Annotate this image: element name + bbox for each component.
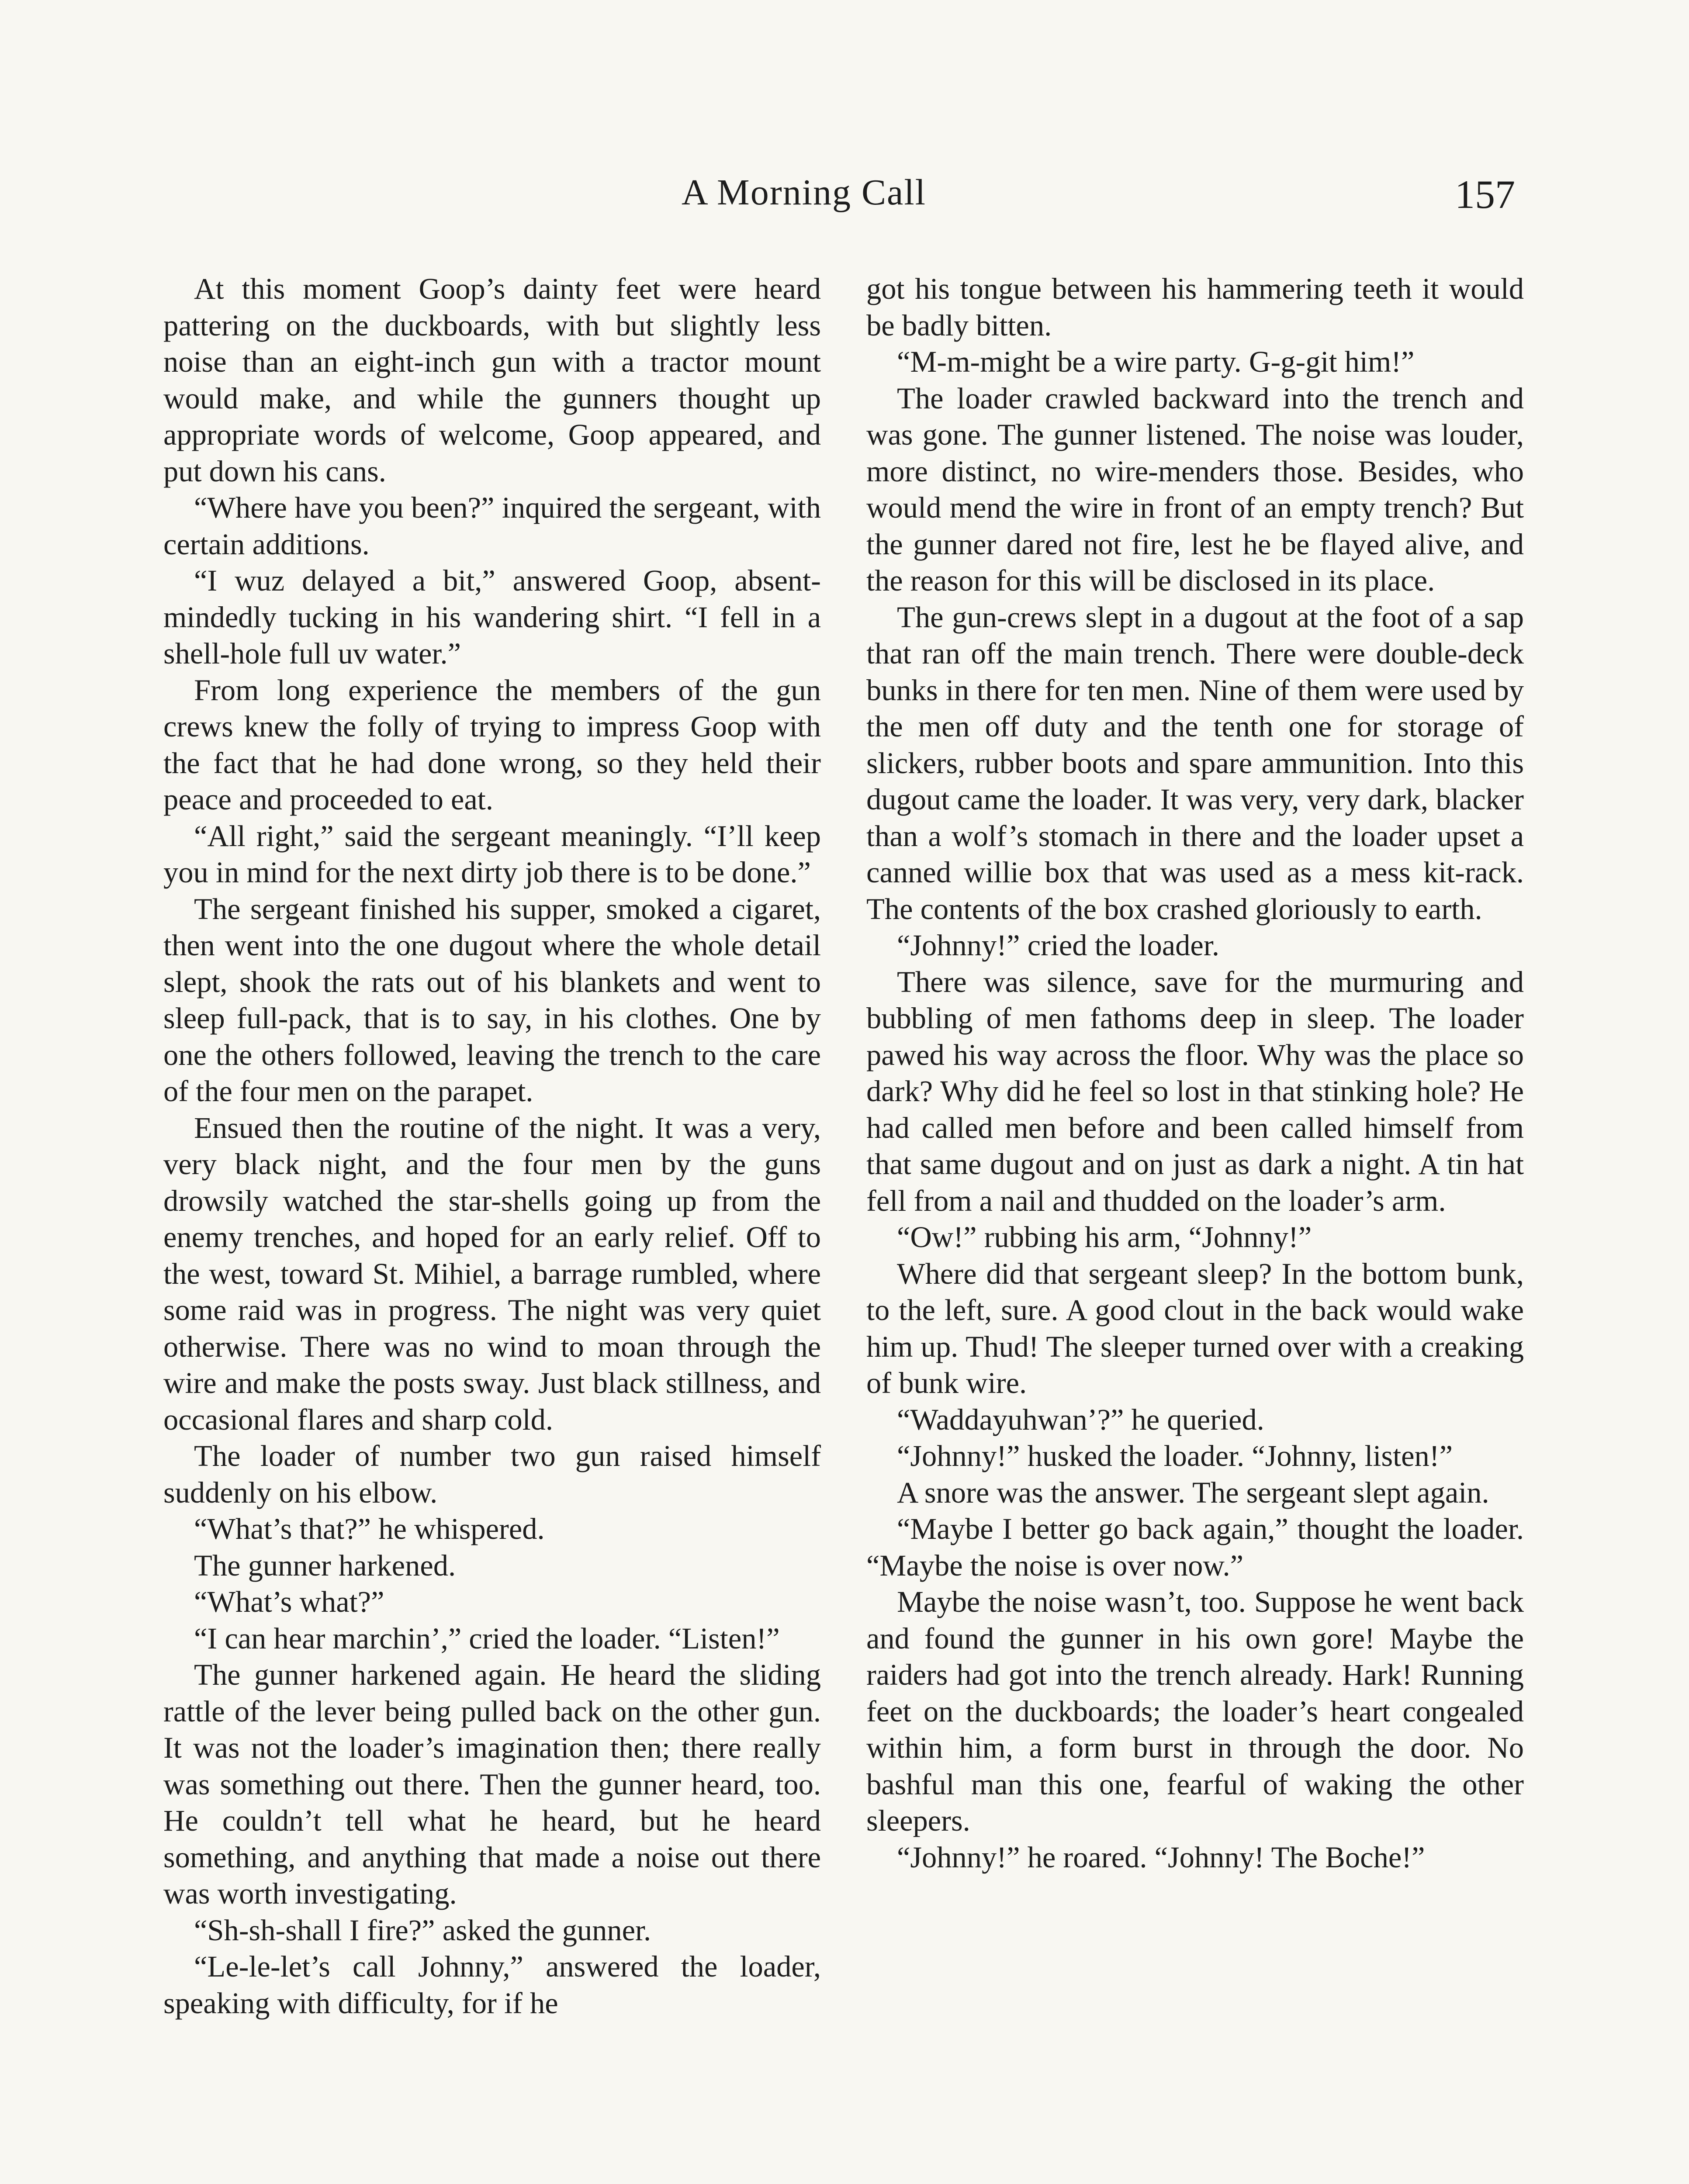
paragraph: The gunner harkened again. He heard the sliding rattle of the lever being pulled back on the other gun. It was not the loader’s imagination then; there really was something out there. Then the gunner heard, too. He couldn’t tell what he heard, but he heard something, and anything that made a noise out there was worth investigating.: [163, 1658, 821, 1910]
paragraph: “Sh-sh-shall I fire?” asked the gunner.: [194, 1913, 651, 1947]
paragraph: “Le-le-let’s call Johnny,” answered the loader, speaking with difficulty, for if he: [163, 1950, 821, 2020]
paragraph: “I wuz delayed a bit,” answered Goop, absent-mindedly tucking in his wandering shirt. “I fell in a shell-hole full uv water.”: [163, 564, 821, 670]
right-column: [866, 271, 1524, 1876]
page-number: 157: [1455, 172, 1515, 217]
paragraph: Maybe the noise wasn’t, too. Suppose he went back and found the gunner in his own gore! Maybe the raiders had got into the trench already. Hark! Running feet on the duckboards; the loader’s heart congealed within him, a form burst in through the door. No bashful man this one, fearful of waking the other sleepers.: [866, 1585, 1524, 1837]
paragraph: The gunner harkened.: [194, 1548, 456, 1582]
paragraph: The loader crawled backward into the trench and was gone. The gunner listened. The noise was louder, more distinct, no wire-menders those. Besides, who would mend the wire in front of an empty trench? But the gunner dared not fire, lest he be flayed alive, and the reason for this will be disclosed in its place.: [866, 381, 1524, 597]
paragraph: At this moment Goop’s dainty feet were heard pattering on the duckboards, with but slightly less noise than an eight-inch gun with a tractor mount would make, and while the gunners thought up appropriate words of welcome, Goop appeared, and put down his cans.: [163, 272, 821, 488]
paragraph: “Johnny!” cried the loader.: [897, 929, 1219, 962]
paragraph: There was silence, save for the murmuring and bubbling of men fathoms deep in sleep. The loader pawed his way across the floor. Why was the place so dark? Why did he feel so lost in that stinking hole? He had called men before and been called himself from that same dugout and on just as dark a night. A tin hat fell from a nail and thudded on the loader’s arm.: [866, 965, 1524, 1217]
running-title: A Morning Call: [682, 172, 927, 213]
paragraph: The loader of number two gun raised himself suddenly on his elbow.: [163, 1439, 821, 1509]
paragraph: “All right,” said the sergeant meaningly. “I’ll keep you in mind for the next dirty job there is to be done.”: [163, 819, 821, 889]
paragraph: “What’s what?”: [194, 1585, 384, 1618]
paragraph: The sergeant finished his supper, smoked a cigaret, then went into the one dugout where the whole detail slept, shook the rats out of his blankets and went to sleep full-pack, that is to say, in his clothes. One by one the others followed, leaving the trench to the care of the four men on the parapet.: [163, 892, 821, 1108]
paragraph: “M-m-might be a wire party. G-g-git him!”: [897, 345, 1415, 378]
paragraph: “Johnny!” husked the loader. “Johnny, listen!”: [897, 1439, 1453, 1472]
paragraph: From long experience the members of the gun crews knew the folly of trying to impress Goop with the fact that he had done wrong, so they held their peace and proceeded to eat.: [163, 673, 821, 816]
paragraph: “Ow!” rubbing his arm, “Johnny!”: [897, 1220, 1312, 1254]
paragraph: “What’s that?” he whispered.: [194, 1512, 545, 1545]
paragraph: “Waddayuhwan’?” he queried.: [897, 1403, 1264, 1436]
paragraph: Where did that sergeant sleep? In the bottom bunk, to the left, sure. A good clout in the back would wake him up. Thud! The sleeper turned over with a creaking of bunk wire.: [866, 1257, 1524, 1400]
paragraph: “I can hear marchin’,” cried the loader. “Listen!”: [194, 1621, 780, 1655]
paragraph: “Maybe I better go back again,” thought the loader. “Maybe the noise is over now.”: [866, 1512, 1524, 1582]
paragraph: The gun-crews slept in a dugout at the foot of a sap that ran off the main trench. There were double-deck bunks in there for ten men. Nine of them were used by the men off duty and the tenth one for storage of slickers, rubber boots and spare ammunition. Into this dugout came the loader. It was very, very dark, blacker than a wolf’s stomach in there and the loader upset a canned willie box that was used as a mess kit-rack. The contents of the box crashed gloriously to earth.: [866, 600, 1524, 926]
left-column: [163, 271, 821, 2022]
paragraph: Ensued then the routine of the night. It was a very, very black night, and the four men by the guns drowsily watched the star-shells going up from the enemy trenches, and hoped for an early relief. Off to the west, toward St. Mihiel, a barrage rumbled, where some raid was in progress. The night was very quiet otherwise. There was no wind to moan through the wire and make the posts sway. Just black stillness, and occasional flares and sharp cold.: [163, 1111, 821, 1436]
paragraph-continued: got his tongue between his hammering teeth it would be badly bitten.: [866, 272, 1524, 342]
paragraph: “Johnny!” he roared. “Johnny! The Boche!”: [897, 1840, 1425, 1874]
paragraph: “Where have you been?” inquired the sergeant, with certain additions.: [163, 491, 821, 561]
running-head: [0, 171, 1689, 224]
paragraph: A snore was the answer. The sergeant slept again.: [897, 1476, 1489, 1509]
